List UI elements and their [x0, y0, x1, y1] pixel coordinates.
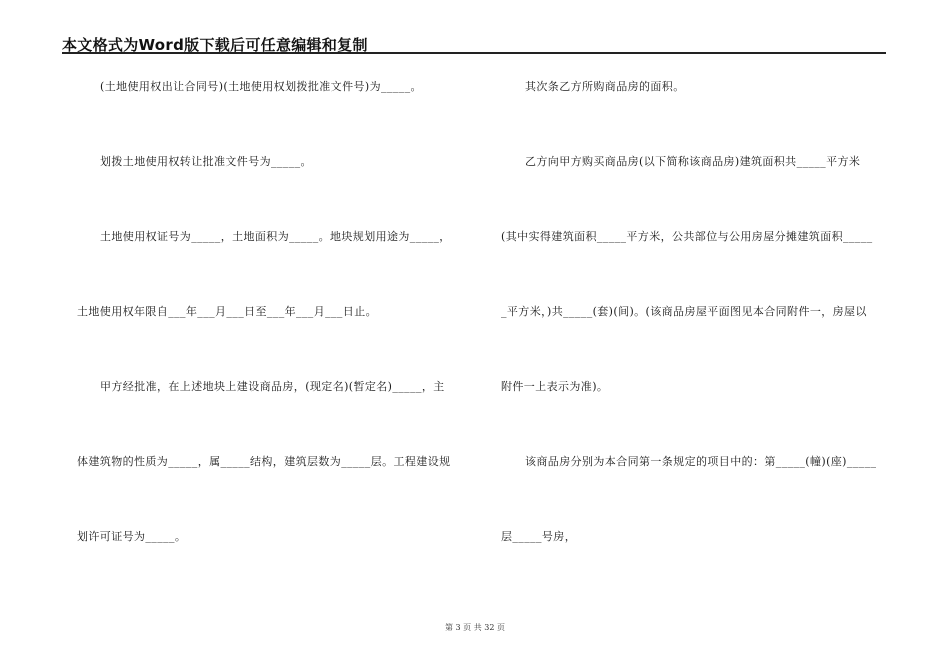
left-paragraph-3: 土地使用权证号为_____，土地面积为_____。地块规划用途为_____，	[100, 230, 451, 243]
right-paragraph-5: 附件一上表示为准)。	[501, 380, 609, 393]
left-paragraph-4: 土地使用权年限自___年___月___日至___年___月___日止。	[77, 305, 377, 318]
right-paragraph-1: 其次条乙方所购商品房的面积。	[525, 80, 685, 93]
left-paragraph-1: (土地使用权出让合同号)(土地使用权划拨批准文件号)为_____。	[100, 80, 422, 93]
left-paragraph-6: 体建筑物的性质为_____，属_____结构，建筑层数为_____层。工程建设规	[77, 455, 451, 468]
right-paragraph-2: 乙方向甲方购买商品房(以下简称该商品房)建筑面积共_____平方米	[525, 155, 861, 168]
left-paragraph-7: 划许可证号为_____。	[77, 530, 187, 543]
left-paragraph-5: 甲方经批准，在上述地块上建设商品房，(现定名)(暂定名)_____，主	[100, 380, 445, 393]
left-paragraph-2: 划拨土地使用权转让批准文件号为_____。	[100, 155, 312, 168]
right-paragraph-3: (其中实得建筑面积_____平方米，公共部位与公用房屋分摊建筑面积_____	[501, 230, 873, 243]
page-number: 第 3 页 共 32 页	[445, 623, 505, 632]
header-divider	[62, 52, 886, 54]
right-paragraph-6: 该商品房分别为本合同第一条规定的项目中的：第_____(幢)(座)_____	[525, 455, 877, 468]
header-title: 本文格式为Word版下载后可任意编辑和复制	[62, 36, 368, 54]
right-paragraph-7: 层_____号房，	[501, 530, 577, 543]
right-paragraph-4: _平方米，)共_____(套)(间)。(该商品房屋平面图见本合同附件一，房屋以	[501, 305, 867, 318]
